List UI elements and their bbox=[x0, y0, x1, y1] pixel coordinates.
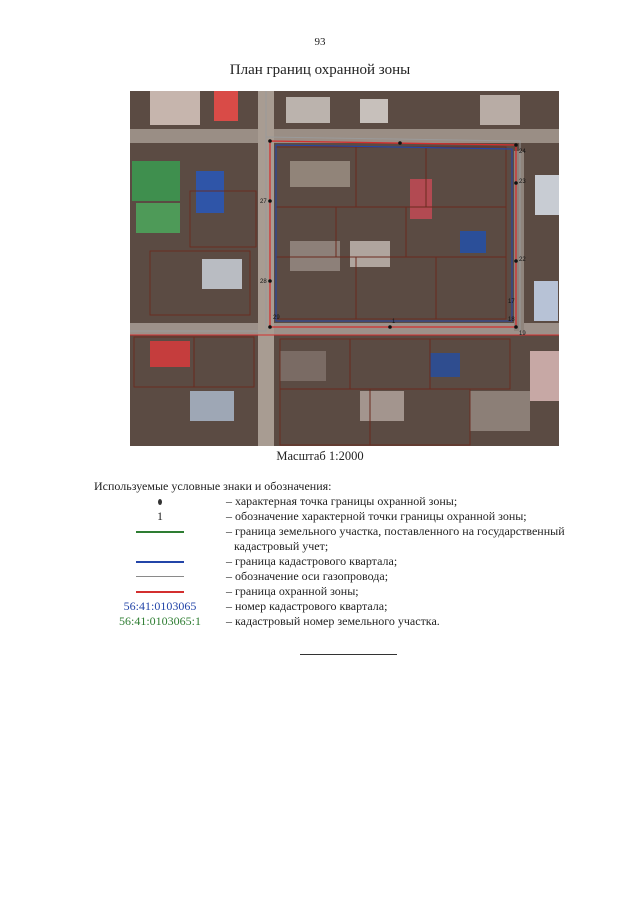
legend-item-boundary-point bbox=[94, 494, 614, 509]
satellite-map bbox=[130, 91, 559, 446]
legend-item-text: – обозначение оси газопровода; bbox=[226, 569, 389, 583]
legend-item-text-line2: кадастровый учет; bbox=[234, 539, 329, 553]
legend-item-cadastral-block-boundary bbox=[94, 554, 614, 569]
block-number-symbol: 56:41:0103065 bbox=[123, 599, 197, 613]
grey-line-icon bbox=[136, 576, 184, 577]
map-point-label: 22 bbox=[519, 257, 526, 263]
map-point-label: 29 bbox=[273, 315, 280, 321]
legend-item-block-number bbox=[94, 599, 614, 614]
green-line-icon bbox=[136, 531, 184, 533]
legend-item-text: – характерная точка границы охранной зоны; bbox=[226, 494, 458, 508]
legend-item-gas-pipe-axis bbox=[94, 569, 614, 584]
map-point-label: 23 bbox=[519, 179, 526, 185]
map-point-label: 17 bbox=[508, 299, 515, 305]
boundary-point-icon bbox=[158, 499, 162, 505]
legend-item-protection-zone bbox=[94, 584, 614, 599]
footer-divider bbox=[300, 654, 397, 655]
legend-item-text bbox=[226, 524, 614, 554]
page-number: 93 bbox=[314, 36, 326, 48]
legend-item-plot-number bbox=[94, 614, 614, 629]
red-line-icon bbox=[136, 591, 184, 593]
legend-item-text: – обозначение характерной точки границы охранной зоны; bbox=[226, 509, 527, 523]
map-point-label: 24 bbox=[519, 149, 526, 155]
legend-item-text-line1: – граница земельного участка, поставленного на государственный bbox=[226, 524, 565, 538]
legend-heading: Используемые условные знаки и обозначения: bbox=[94, 479, 332, 493]
map-point-label: 27 bbox=[260, 199, 267, 205]
map-point-label: 19 bbox=[519, 331, 526, 337]
blue-line-icon bbox=[136, 561, 184, 563]
legend-item-text: – номер кадастрового квартала; bbox=[226, 599, 388, 613]
map-point-label: 18 bbox=[508, 317, 515, 323]
map-point-label: 1 bbox=[392, 319, 396, 325]
point-number-symbol: 1 bbox=[157, 509, 163, 523]
legend-item-text: – кадастровый номер земельного участка. bbox=[226, 614, 440, 628]
legend-item-text: – граница охранной зоны; bbox=[226, 584, 359, 598]
legend bbox=[94, 494, 614, 629]
page-title: План границ охранной зоны bbox=[229, 62, 411, 78]
legend-item-land-plot-boundary bbox=[94, 524, 614, 554]
map-scale: Масштаб 1:2000 bbox=[276, 449, 364, 463]
legend-item-point-label bbox=[94, 509, 614, 524]
map-point-label: 28 bbox=[260, 279, 267, 285]
plot-number-symbol: 56:41:0103065:1 bbox=[118, 614, 201, 628]
legend-item-text: – граница кадастрового квартала; bbox=[226, 554, 398, 568]
